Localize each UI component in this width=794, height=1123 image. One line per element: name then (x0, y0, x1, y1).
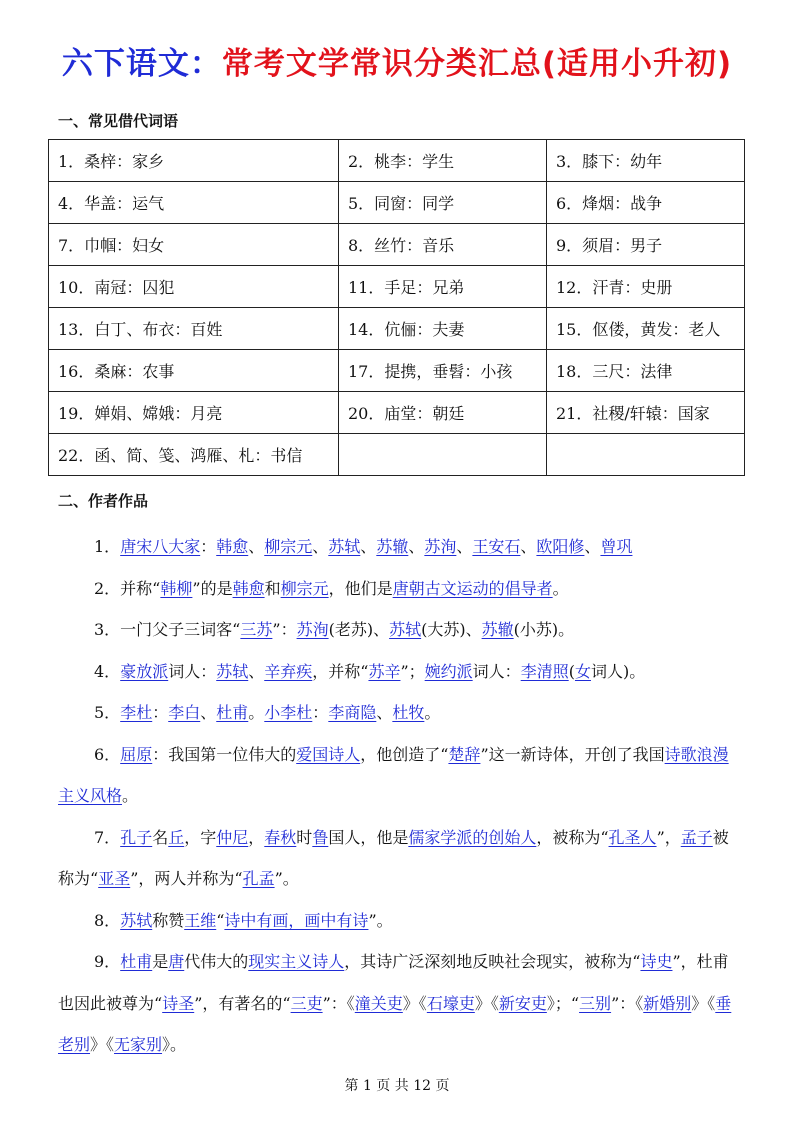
table-cell: 19．婵娟、嫦娥：月亮 (49, 392, 339, 434)
highlighted-term: 李白 (168, 703, 201, 722)
text-segment: ”的是 (192, 578, 233, 598)
highlighted-term: 王安石 (472, 537, 521, 556)
table-cell (547, 434, 745, 476)
text-segment: 7． (94, 827, 121, 847)
highlighted-term: 韩愈 (216, 537, 249, 556)
highlighted-term: 诗歌浪漫主义风格 (58, 744, 729, 805)
table-cell: 16．桑麻：农事 (49, 350, 339, 392)
text-segment: ”。 (274, 869, 299, 888)
highlighted-term: 儒家学派的创始人 (408, 827, 537, 847)
list-item (58, 609, 740, 651)
table-cell: 13．白丁、布衣：百姓 (49, 308, 339, 350)
list-item (58, 568, 740, 610)
highlighted-term: 诗圣 (162, 993, 195, 1013)
text-segment: ”。 (368, 910, 393, 930)
highlighted-term: 三吏 (290, 993, 323, 1013)
highlighted-term: 孔孟 (242, 869, 275, 888)
text-segment: 9． (94, 952, 121, 971)
table-row (49, 182, 745, 224)
highlighted-term: 丘 (168, 827, 185, 847)
highlighted-term: 杜牧 (392, 703, 425, 722)
title-main: 常考文学常识分类汇总(适用小升初) (221, 46, 733, 82)
text-segment: 、 (456, 537, 473, 556)
highlighted-term: 苏轼 (328, 537, 361, 556)
highlighted-term: 无家别 (114, 1035, 163, 1054)
list-item (58, 692, 740, 734)
table-cell: 15．伛偻，黄发：老人 (547, 308, 745, 350)
table-cell (339, 434, 547, 476)
text-segment: 词人： (472, 661, 521, 681)
text-segment: 》《 (402, 993, 427, 1013)
text-segment: 、 (520, 537, 537, 556)
highlighted-term: 孔子 (120, 827, 153, 847)
text-segment: 8． (94, 910, 121, 930)
highlighted-term: 李清照 (520, 661, 569, 681)
text-segment: ”，有著名的“ (194, 993, 291, 1013)
highlighted-term: 苏洵 (424, 537, 457, 556)
text-segment: 2．并称“ (94, 578, 161, 598)
text-segment: 。 (122, 786, 139, 805)
highlighted-term: 唐 (168, 952, 185, 971)
text-segment: 。 (552, 578, 569, 598)
table-row (49, 434, 745, 476)
text-segment: 、 (200, 703, 217, 722)
list-item (58, 817, 740, 900)
table-cell: 5．同窗：同学 (339, 182, 547, 224)
substitute-terms-table (48, 139, 745, 476)
text-segment: ，其诗广泛深刻地反映社会现实，被称为“ (344, 952, 641, 971)
highlighted-term: 新婚别 (643, 993, 692, 1013)
text-segment: 国人，他是 (328, 827, 409, 847)
text-segment: ”，两人并称为“ (130, 869, 243, 888)
text-segment: 3．一门父子三词客“ (94, 620, 241, 639)
text-segment: ： (152, 703, 169, 722)
highlighted-term: 柳宗元 (280, 578, 329, 598)
highlighted-term: 亚圣 (98, 869, 131, 888)
highlighted-term: 新安吏 (498, 993, 547, 1013)
text-segment: 、 (248, 537, 265, 556)
highlighted-term: 孟子 (680, 827, 713, 847)
text-segment: ”： (272, 620, 297, 639)
text-segment: ”这一新诗体，开创了我国 (480, 744, 665, 764)
table-cell: 6．烽烟：战争 (547, 182, 745, 224)
highlighted-term: 三苏 (240, 620, 273, 639)
list-item (58, 526, 740, 568)
text-segment: 》。 (162, 1035, 187, 1054)
highlighted-term: 春秋 (264, 827, 297, 847)
highlighted-term: 女 (574, 661, 591, 681)
text-segment: (老苏)、 (328, 620, 390, 639)
highlighted-term: 小李杜 (264, 703, 313, 722)
text-segment: ，并称“ (312, 661, 369, 681)
highlighted-term: 曾巩 (600, 537, 633, 556)
table-cell: 21．社稷/轩辕：国家 (547, 392, 745, 434)
highlighted-term: 婉约派 (424, 661, 473, 681)
text-segment: 》《 (90, 1035, 115, 1054)
table-cell: 8．丝竹：音乐 (339, 224, 547, 266)
text-segment: ，被称为“ (536, 827, 609, 847)
text-segment: ”，杜甫也因此被尊为“ (58, 952, 729, 1013)
highlighted-term: 仲尼 (216, 827, 249, 847)
table-row (49, 392, 745, 434)
highlighted-term: 爱国诗人 (296, 744, 361, 764)
text-segment: 1． (94, 537, 121, 556)
text-segment: 词人： (168, 661, 217, 681)
page-title (0, 38, 794, 83)
text-segment: 是 (152, 952, 169, 971)
text-segment: ， (248, 827, 265, 847)
highlighted-term: 孔圣人 (608, 827, 657, 847)
author-works-list (58, 526, 740, 1066)
highlighted-term: 楚辞 (448, 744, 481, 764)
highlighted-term: 苏轼 (216, 661, 249, 681)
highlighted-term: 苏辙 (376, 537, 409, 556)
table-row (49, 140, 745, 182)
text-segment: “ (216, 910, 225, 930)
table-cell: 2．桃李：学生 (339, 140, 547, 182)
highlighted-term: 苏轼 (389, 620, 422, 639)
text-segment: 时 (296, 827, 313, 847)
highlighted-term: 唐宋八大家 (120, 537, 201, 556)
text-segment: 词人)。 (590, 661, 646, 681)
text-segment: 代伟大的 (184, 952, 249, 971)
text-segment: 、 (584, 537, 601, 556)
highlighted-term: 欧阳修 (536, 537, 585, 556)
highlighted-term: 韩柳 (160, 578, 193, 598)
text-segment: (小苏)。 (513, 620, 575, 639)
highlighted-term: 柳宗元 (264, 537, 313, 556)
highlighted-term: 诗中有画，画中有诗 (224, 910, 369, 930)
highlighted-term: 王维 (184, 910, 217, 930)
table-row (49, 308, 745, 350)
text-segment: 》《 (474, 993, 499, 1013)
text-segment: 名 (152, 827, 169, 847)
table-cell: 10．南冠：囚犯 (49, 266, 339, 308)
highlighted-term: 三别 (579, 993, 612, 1013)
highlighted-term: 潼关吏 (354, 993, 403, 1013)
text-segment: 、 (248, 661, 265, 681)
table-cell: 18．三尺：法律 (547, 350, 745, 392)
table-cell: 11．手足：兄弟 (339, 266, 547, 308)
text-segment: 和 (264, 578, 281, 598)
highlighted-term: 石壕吏 (426, 993, 475, 1013)
text-segment: 、 (408, 537, 425, 556)
text-segment: 、 (376, 703, 393, 722)
table-row (49, 224, 745, 266)
text-segment: ，他们是 (328, 578, 393, 598)
highlighted-term: 垂老别 (58, 993, 732, 1054)
table-row (49, 350, 745, 392)
text-segment: 5． (94, 703, 121, 722)
text-segment: 》《 (691, 993, 716, 1013)
list-item (58, 651, 740, 693)
list-item (58, 734, 740, 817)
highlighted-term: 唐朝古文运动的倡导者 (392, 578, 553, 598)
section-heading-authors: 二、作者作品 (58, 492, 149, 510)
text-segment: ”：《 (322, 993, 355, 1013)
text-segment: 。 (248, 703, 265, 722)
text-segment: 被称为“ (58, 827, 729, 888)
table-cell: 14．伉俪：夫妻 (339, 308, 547, 350)
table-cell: 3．膝下：幼年 (547, 140, 745, 182)
table-cell: 17．提携，垂髫：小孩 (339, 350, 547, 392)
text-segment: ，他创造了“ (360, 744, 449, 764)
section-heading-substitutes: 一、常见借代词语 (58, 112, 179, 130)
table-cell: 4．华盖：运气 (49, 182, 339, 224)
text-segment: ： (200, 537, 217, 556)
table-cell: 20．庙堂：朝廷 (339, 392, 547, 434)
highlighted-term: 豪放派 (120, 661, 169, 681)
text-segment: 》；“ (546, 993, 580, 1013)
title-prefix: 六下语文： (61, 46, 222, 82)
highlighted-term: 苏辛 (368, 661, 401, 681)
highlighted-term: 李杜 (120, 703, 153, 722)
highlighted-term: 李商隐 (328, 703, 377, 722)
highlighted-term: 鲁 (312, 827, 329, 847)
table-cell: 1．桑梓：家乡 (49, 140, 339, 182)
highlighted-term: 韩愈 (232, 578, 265, 598)
text-segment: 。 (424, 703, 441, 722)
highlighted-term: 苏轼 (120, 910, 153, 930)
text-segment: 6． (94, 744, 121, 764)
text-segment: ，字 (184, 827, 217, 847)
text-segment: 、 (360, 537, 377, 556)
highlighted-term: 辛弃疾 (264, 661, 313, 681)
table-cell: 7．巾帼：妇女 (49, 224, 339, 266)
text-segment: ： (312, 703, 329, 722)
table-cell: 12．汗青：史册 (547, 266, 745, 308)
highlighted-term: 屈原 (120, 744, 153, 764)
table-cell: 9．须眉：男子 (547, 224, 745, 266)
highlighted-term: 苏洵 (296, 620, 329, 639)
list-item (58, 941, 740, 1066)
text-segment: ( (568, 661, 575, 681)
highlighted-term: 杜甫 (216, 703, 249, 722)
highlighted-term: 苏辙 (481, 620, 514, 639)
text-segment: 4． (94, 661, 121, 681)
text-segment: ”：《 (611, 993, 644, 1013)
text-segment: ”， (656, 827, 681, 847)
highlighted-term: 现实主义诗人 (248, 952, 345, 971)
page-footer: 第 1 页 共 12 页 (344, 1078, 450, 1094)
text-segment: ”； (400, 661, 425, 681)
text-segment: ：我国第一位伟大的 (152, 744, 297, 764)
text-segment: 称赞 (152, 910, 185, 930)
table-row (49, 266, 745, 308)
table-cell: 22．函、简、笺、鸿雁、札：书信 (49, 434, 339, 476)
text-segment: (大苏)、 (421, 620, 482, 639)
highlighted-term: 杜甫 (120, 952, 153, 971)
highlighted-term: 诗史 (640, 952, 673, 971)
list-item (58, 900, 740, 942)
text-segment: 、 (312, 537, 329, 556)
